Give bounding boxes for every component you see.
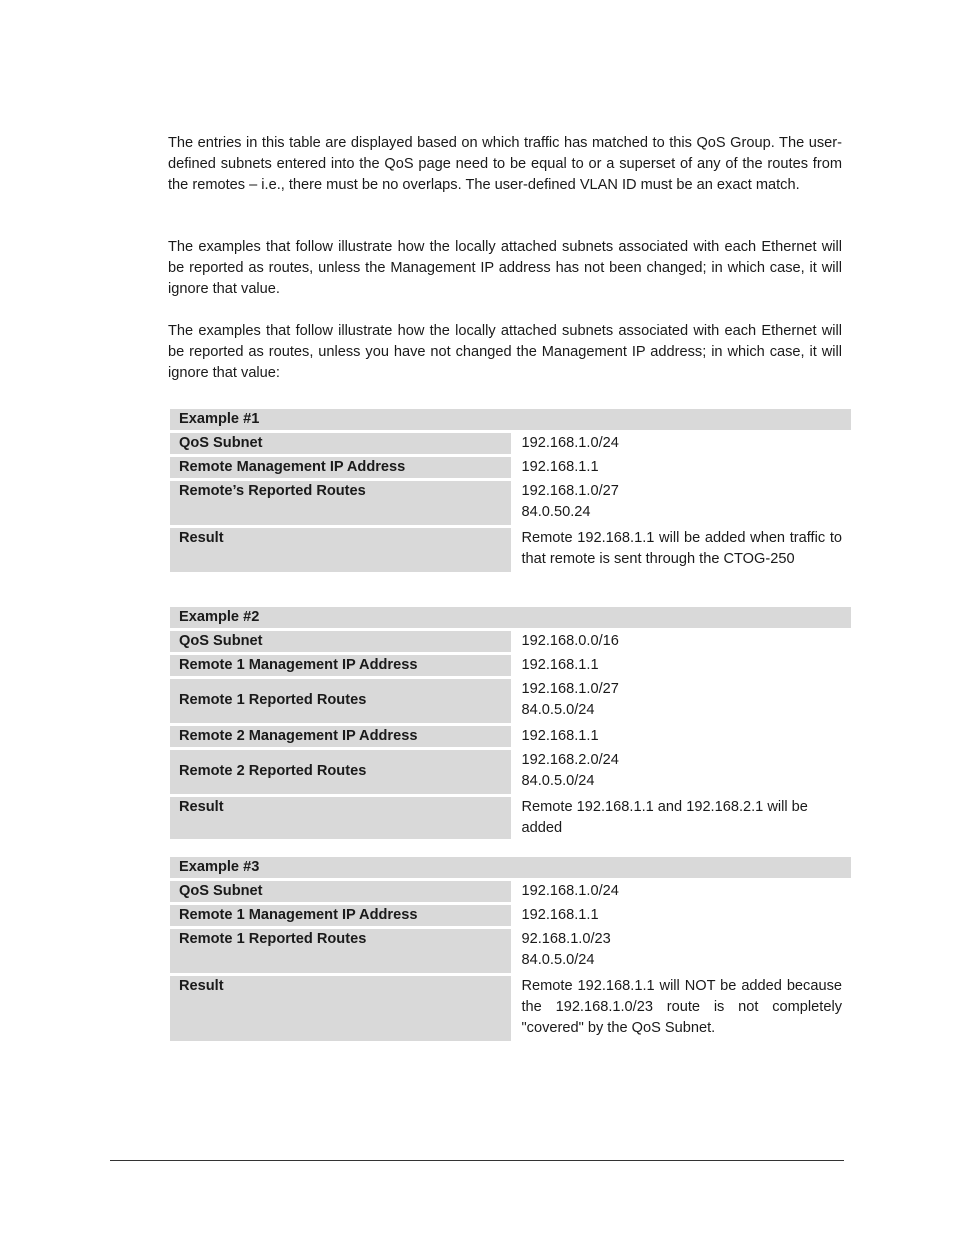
route-line: 192.168.2.0/24: [521, 752, 619, 768]
row-label: Remote’s Reported Routes: [170, 481, 511, 525]
row-label: Remote 1 Management IP Address: [170, 655, 511, 676]
row-value: [511, 481, 852, 525]
route-line: 84.0.50.24: [521, 504, 591, 520]
row-label: Remote 1 Reported Routes: [170, 929, 511, 973]
row-label: Remote 1 Reported Routes: [170, 679, 511, 723]
example-1-table: [170, 406, 851, 575]
table-row: [170, 976, 851, 1041]
result-value: Remote 192.168.1.1 will NOT be added because the 192.168.1.0/23 route is not completely "covered" by the QoS Subnet.: [511, 976, 852, 1041]
example-title: Example #1: [170, 409, 851, 430]
route-line: 84.0.5.0/24: [521, 952, 595, 968]
row-label: Result: [170, 528, 511, 572]
row-value: 192.168.1.0/24: [511, 881, 852, 902]
row-label: QoS Subnet: [170, 631, 511, 652]
row-value: 192.168.0.0/16: [511, 631, 852, 652]
intro-paragraph: The entries in this table are displayed based on which traffic has matched to this QoS Group. The user-defined subnets entered into the QoS page need to be equal to or a superset of any of the routes from the remotes – i.e., there must be no overlaps. The user-defined VLAN ID must be an exact match.: [168, 135, 842, 193]
row-value: [511, 750, 852, 794]
table-row: [170, 929, 851, 973]
route-line: 84.0.5.0/24: [521, 702, 595, 718]
table-row: [170, 631, 851, 652]
row-value: 192.168.1.1: [511, 655, 852, 676]
row-label: QoS Subnet: [170, 433, 511, 454]
table-row: [170, 528, 851, 572]
table-row: [170, 905, 851, 926]
table-row: [170, 797, 851, 839]
examples-paragraph: The examples that follow illustrate how the locally attached subnets associated with each Ethernet will be reported as routes, unless the Management IP address has not been changed; in which case, it will ignore that value.: [168, 239, 842, 297]
row-value: 192.168.1.1: [511, 726, 852, 747]
example-2-table: [170, 604, 851, 842]
table-row: [170, 457, 851, 478]
table-row: [170, 481, 851, 525]
table-row: [170, 750, 851, 794]
row-value: 192.168.1.0/24: [511, 433, 852, 454]
table-row: [170, 881, 851, 902]
result-value: Remote 192.168.1.1 and 192.168.2.1 will be added: [511, 797, 852, 839]
footer-divider: [110, 1160, 844, 1161]
row-label: Remote 2 Management IP Address: [170, 726, 511, 747]
table-row: [170, 433, 851, 454]
table-row: [170, 726, 851, 747]
row-label: Remote 2 Reported Routes: [170, 750, 511, 794]
table-row: [170, 655, 851, 676]
example-title: Example #3: [170, 857, 851, 878]
row-value: 192.168.1.1: [511, 905, 852, 926]
route-line: 92.168.1.0/23: [521, 931, 611, 947]
result-value: Remote 192.168.1.1 will be added when traffic to that remote is sent through the CTOG-250: [511, 528, 852, 572]
table-header-row: [170, 607, 851, 628]
example-3-table: [170, 854, 851, 1044]
route-line: 192.168.1.0/27: [521, 681, 619, 697]
row-value: 192.168.1.1: [511, 457, 852, 478]
table-header-row: [170, 409, 851, 430]
row-label: Remote Management IP Address: [170, 457, 511, 478]
row-label: QoS Subnet: [170, 881, 511, 902]
table-header-row: [170, 857, 851, 878]
examples-paragraph-revised: The examples that follow illustrate how the locally attached subnets associated with each Ethernet will be reported as routes, unless you have not changed the Management IP address; in which case, it will ignore that value:: [168, 323, 842, 381]
table-row: [170, 679, 851, 723]
row-value: [511, 929, 852, 973]
example-title: Example #2: [170, 607, 851, 628]
route-line: 84.0.5.0/24: [521, 773, 595, 789]
row-label: Remote 1 Management IP Address: [170, 905, 511, 926]
row-value: [511, 679, 852, 723]
row-label: Result: [170, 976, 511, 1041]
route-line: 192.168.1.0/27: [521, 483, 619, 499]
row-label: Result: [170, 797, 511, 839]
